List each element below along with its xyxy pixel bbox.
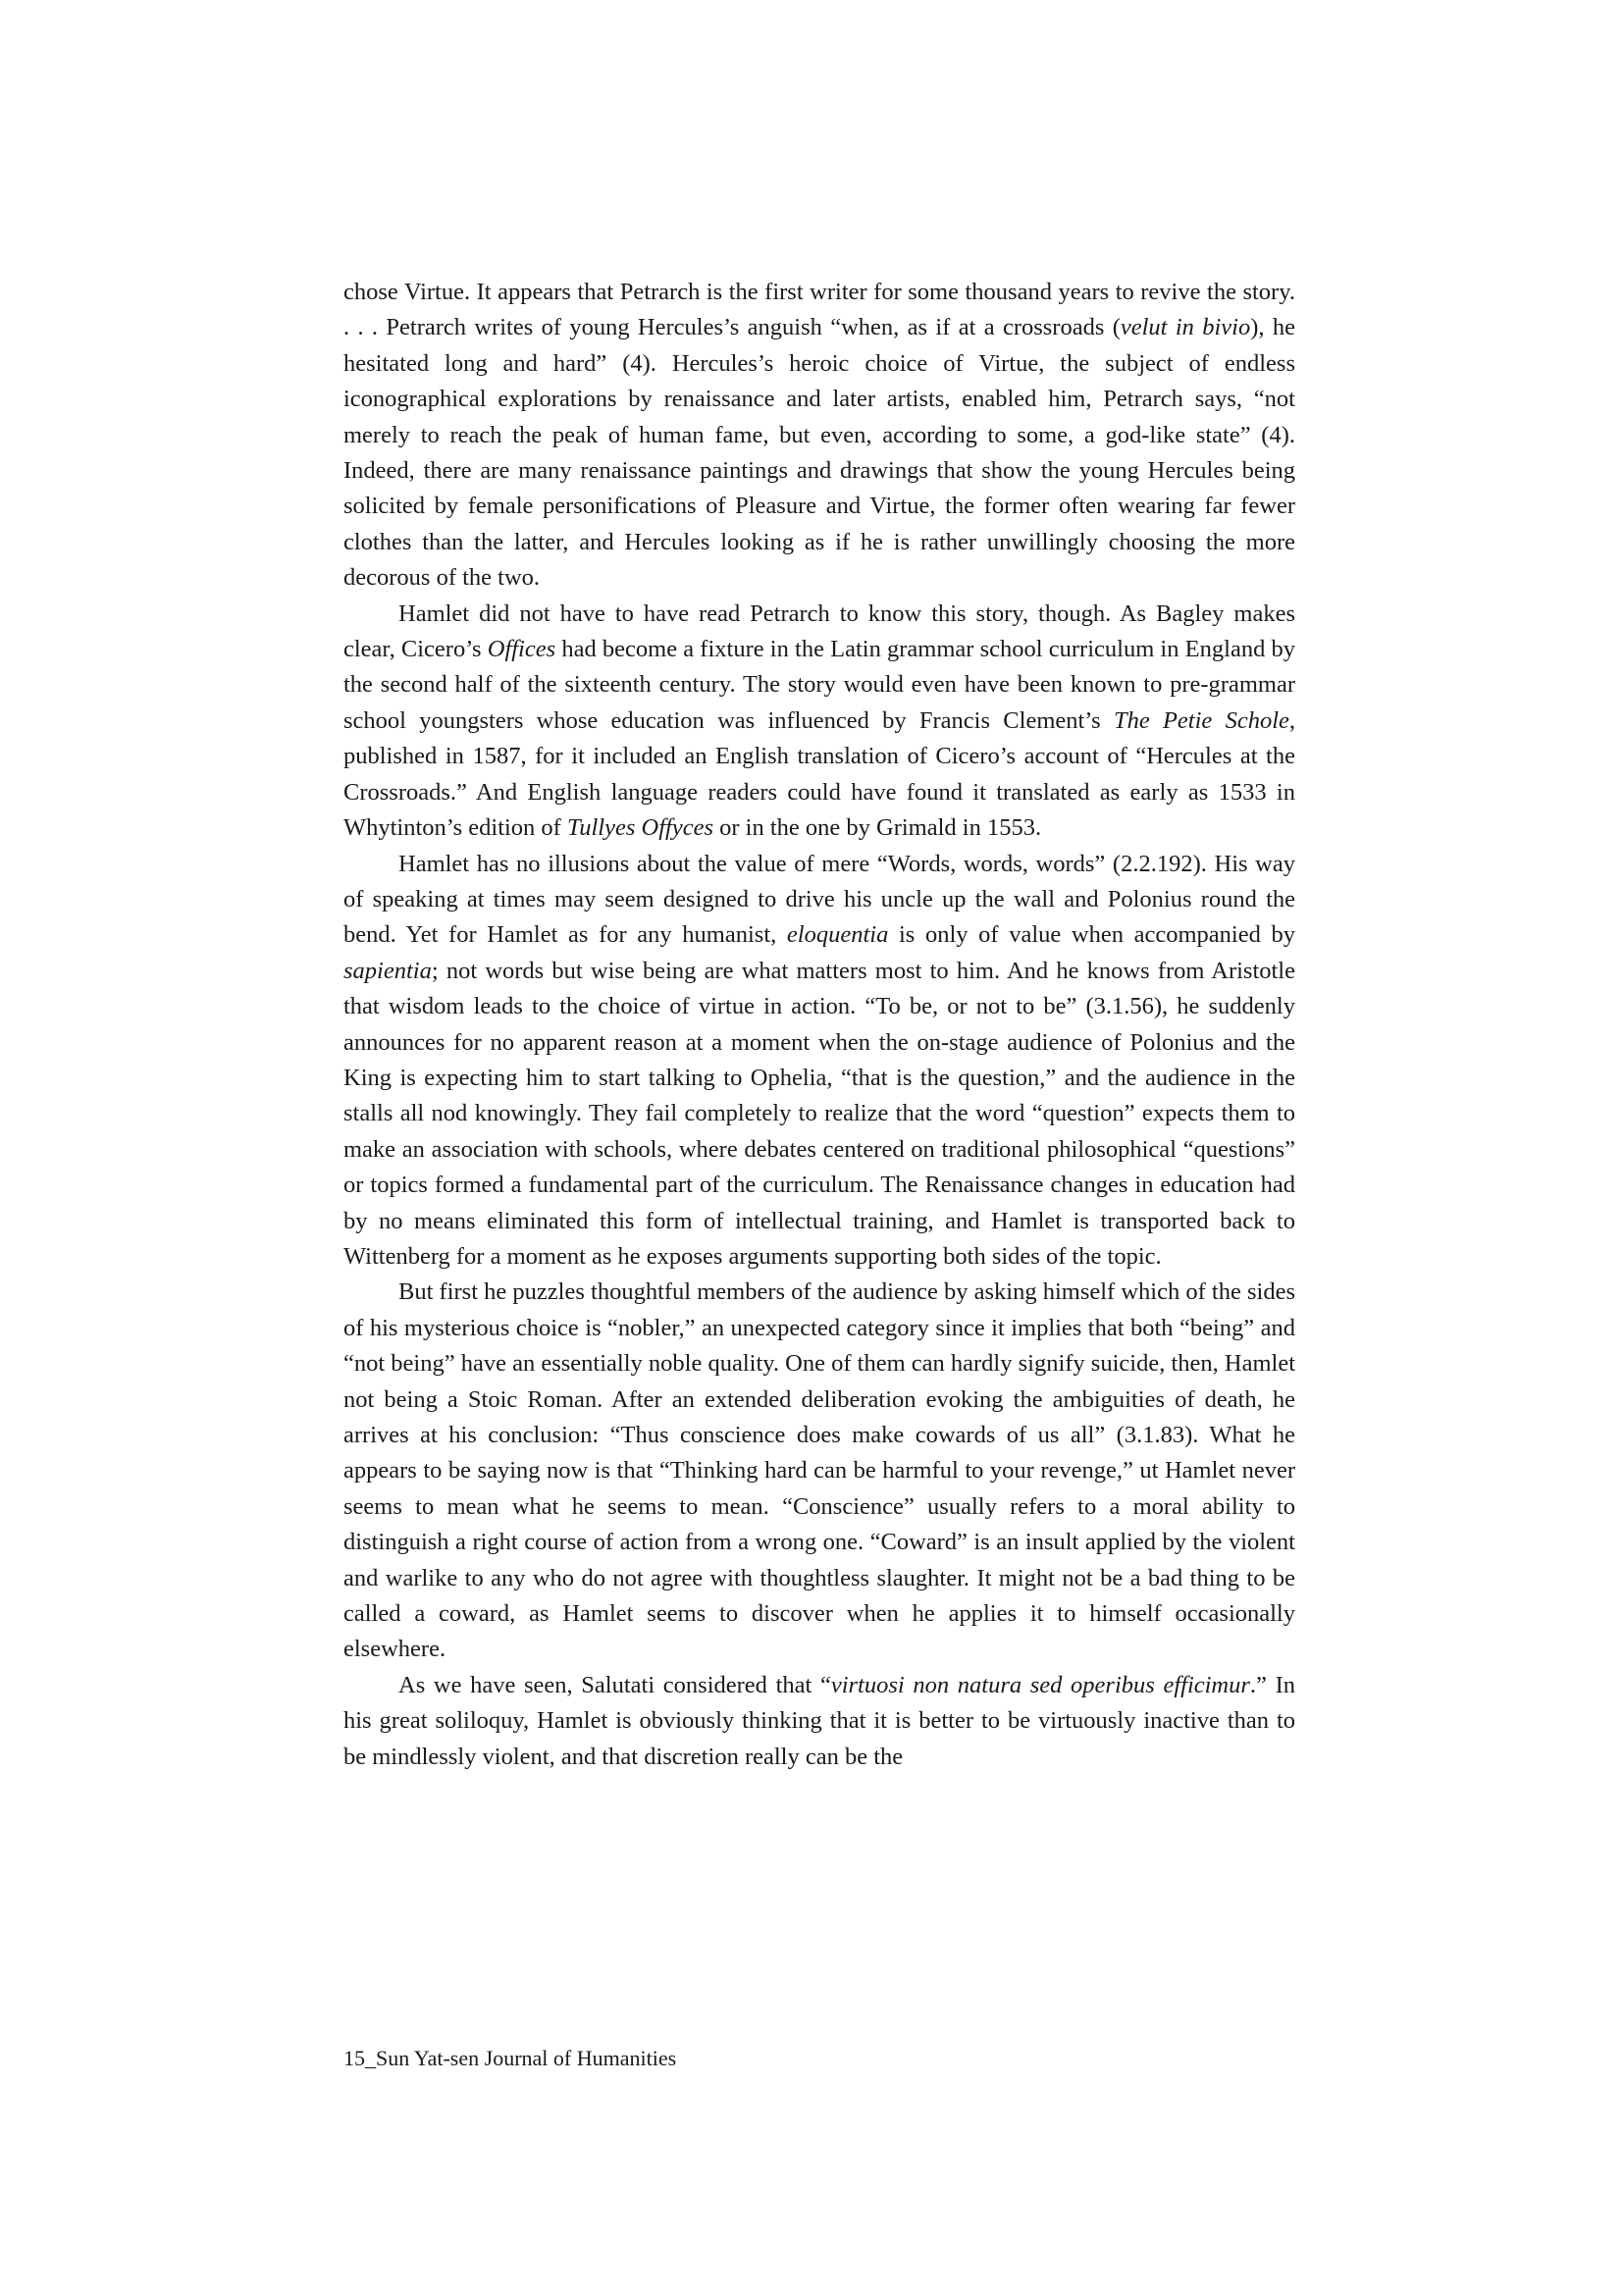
- text-run: chose Virtue. It appears that Petrarch is the first writer for some thousand years to revive the story. . . . Petrarch writes of young Hercules’s anguish “when, as if at a crossroads (: [343, 279, 1295, 341]
- text-run: had become a fixture in the Latin grammar school curriculum in England by the second half of the sixteenth century. The story would even have been known to pre-grammar school youngsters whose education was influenced by Francis Clement’s: [343, 636, 1295, 734]
- text-run: or in the one by Grimald in 1553.: [712, 814, 1042, 842]
- paragraph: [343, 275, 1295, 597]
- text-run: Hamlet has no illusions about the value of mere “Words, words, words” (2.2.192). His way of speaking at times may seem designed to drive his uncle up the wall and Polonius round the bend. Yet for Hamlet as for any humanist,: [343, 850, 1295, 949]
- paragraph: [343, 1668, 1295, 1775]
- text-run: , published in 1587, for it included an English translation of Cicero’s account of “Hercules at the Crossroads.” And English language readers could have found it translated as early as 1533 in Whytinton’s edition of: [343, 706, 1295, 842]
- italic-text: virtuosi non natura sed operibus efficimur: [830, 1671, 1250, 1698]
- italic-text: sapientia: [343, 957, 432, 984]
- paragraph: [343, 1275, 1295, 1667]
- italic-text: Tullyes Offyces: [566, 814, 713, 842]
- italic-text: velut in bivio: [1120, 314, 1251, 341]
- body-text: [343, 275, 1295, 1775]
- text-run: As we have seen, Salutati considered that “: [398, 1671, 831, 1698]
- page-footer: 15_Sun Yat-sen Journal of Humanities: [343, 2046, 677, 2070]
- text-run: ; not words but wise being are what matters most to him. And he knows from Aristotle that wisdom leads to the choice of virtue in action. “To be, or not to be” (3.1.56), he suddenly announces for no apparent reason at a moment when the on-stage audience of Polonius and the King is expecting him to start talking to Ophelia, “that is the question,” and the audience in the stalls all nod knowingly. They fail completely to realize that the word “question” expects them to make an association with schools, where debates centered on traditional philosophical “questions” or topics formed a fundamental part of the curriculum. The Renaissance changes in education had by no means eliminated this form of intellectual training, and Hamlet is transported back to Wittenberg for a moment as he exposes arguments supporting both sides of the topic.: [343, 957, 1295, 1270]
- text-run: .” In his great soliloquy, Hamlet is obviously thinking that it is better to be virtuously inactive than to be mindlessly violent, and that discretion really can be the: [343, 1671, 1295, 1770]
- italic-text: Offices: [487, 636, 556, 663]
- text-run: Hamlet did not have to have read Petrarch to know this story, though. As Bagley makes clear, Cicero’s: [343, 600, 1295, 663]
- paragraph: [343, 847, 1295, 1276]
- paragraph: [343, 597, 1295, 847]
- text-run: is only of value when accompanied by: [888, 921, 1295, 949]
- text-run: But first he puzzles thoughtful members of the audience by asking himself which of the sides of his mysterious choice is “nobler,” an unexpected category since it implies that both “being” and “not being” have an essentially noble quality. One of them can hardly signify suicide, then, Hamlet not being a Stoic Roman. After an extended deliberation evoking the ambiguities of death, he arrives at his conclusion: “Thus conscience does make cowards of us all” (3.1.83). What he appears to be saying now is that “Thinking hard can be harmful to your revenge,” ut Hamlet never seems to mean what he seems to mean. “Conscience” usually refers to a moral ability to distinguish a right course of action from a wrong one. “Coward” is an insult applied by the violent and warlike to any who do not agree with thoughtless slaughter. It might not be a bad thing to be called a coward, as Hamlet seems to discover when he applies it to himself occasionally elsewhere.: [343, 1278, 1295, 1663]
- italic-text: The Petie Schole: [1113, 706, 1289, 734]
- text-run: ), he hesitated long and hard” (4). Hercules’s heroic choice of Virtue, the subject of endless iconographical explorations by renaissance and later artists, enabled him, Petrarch says, “not merely to reach the peak of human fame, but even, according to some, a god-like state” (4). Indeed, there are many renaissance paintings and drawings that show the young Hercules being solicited by female personifications of Pleasure and Virtue, the former often wearing far fewer clothes than the latter, and Hercules looking as if he is rather unwillingly choosing the more decorous of the two.: [343, 314, 1295, 592]
- italic-text: eloquentia: [786, 921, 889, 949]
